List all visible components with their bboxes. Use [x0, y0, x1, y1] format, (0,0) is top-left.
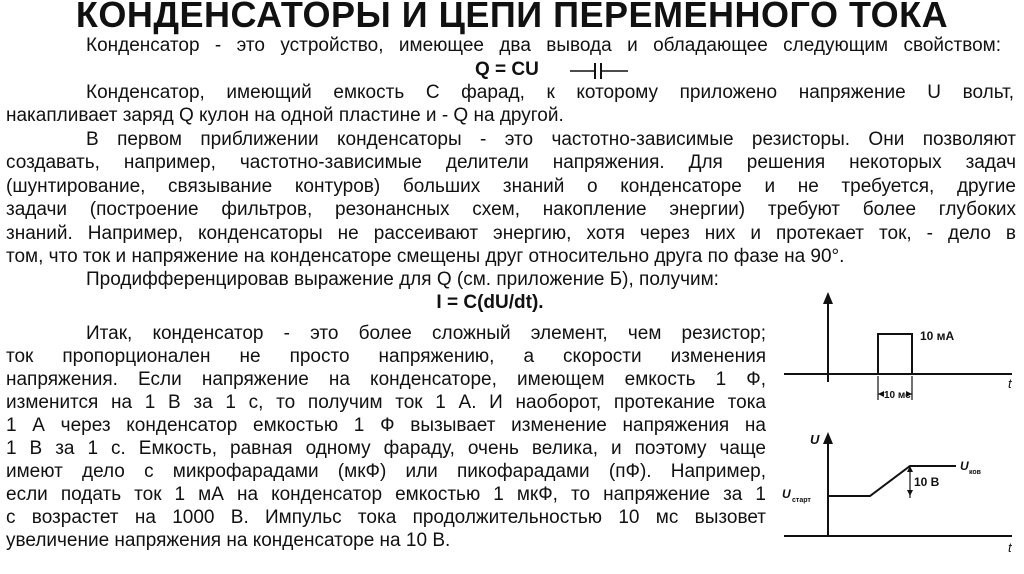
time-axis-label-top: t: [1008, 376, 1012, 391]
para-capacitor-line2: накапливает заряд Q кулон на одной пластине и - Q на другой.: [6, 105, 564, 126]
time-axis-label-bottom: t: [1008, 540, 1012, 555]
summary-line-last: увеличение напряжения на конденсаторе на 10 В.: [6, 530, 451, 551]
current-value-label: 10 мА: [920, 329, 955, 343]
para-capacitor-line1: Конденсатор, имеющий емкость С фарад, к которому приложено напряжение U вольт,: [86, 82, 1014, 103]
para-approx-line3: (шунтирование, связывание контуров) больших знаний о конденсаторе и не требуется, другие: [6, 176, 1016, 197]
u-start-sub: старт: [792, 497, 811, 504]
summary-line: Итак, конденсатор - это более сложный элемент, чем резистор;: [86, 323, 766, 344]
para-approx-line6: том, что ток и напряжение на конденсаторе смещены друг относительно друга по фазе на 90°.: [6, 246, 845, 267]
voltage-graph: [782, 432, 1013, 555]
u-end-sub: ков: [969, 469, 981, 476]
para-approx-line4: задачи (построение фильтров, резонансных схем, накопление энергии) требуют более глубоких: [6, 199, 1016, 220]
para-approx-line1: В первом приближении конденсаторы - это частотно-зависимые резисторы. Они позволяют: [86, 129, 1016, 150]
summary-line: ток пропорционален не просто напряжению, а скорости изменения: [6, 346, 766, 367]
para-definition: Конденсатор - это устройство, имеющее два вывода и обладающее следующим свойством:: [86, 35, 1001, 56]
para-approx-line2: создавать, например, частотно-зависимые делители напряжения. Для решения некоторых задач: [6, 152, 1016, 173]
summary-line: напряжения. Если напряжение на конденсаторе, имеющем емкость 1 Ф,: [6, 369, 766, 390]
timing-diagram: [770, 290, 1024, 574]
formula-current: I = C(dU/dt).: [436, 292, 544, 313]
summary-line: 1 В за 1 с. Емкость, равная одному фараду, очень велика, и поэтому чаще: [6, 438, 766, 459]
summary-line: если подать ток 1 мА на конденсатор емкостью 1 мкФ, то напряжение за 1: [6, 484, 766, 505]
para-differentiate: Продифференцировав выражение для Q (см. приложение Б), получим:: [86, 269, 719, 290]
current-axis-arrow-icon: [823, 292, 833, 304]
summary-line: 1 А через конденсатор емкостью 1 Ф вызывает изменение напряжения на: [6, 415, 766, 436]
capacitor-symbol-icon: [570, 61, 630, 81]
voltage-axis-label: U: [810, 432, 820, 447]
voltage-step-label: 10 В: [914, 475, 940, 489]
summary-line: с возрастет на 1000 В. Импульс тока продолжительностью 10 мс вызовет: [6, 507, 766, 528]
voltage-axis-arrow-icon: [823, 432, 833, 444]
duration-label: 10 мс: [884, 390, 911, 401]
formula-charge-text: Q = CU: [475, 59, 539, 80]
para-approx-line5: знаний. Например, конденсаторы не рассеивают энергию, хотя через них и протекает ток, - дело в: [6, 223, 1016, 244]
summary-line: изменится на 1 В за 1 с, то получим ток 1 А. И наоборот, протекание тока: [6, 392, 766, 413]
summary-line: имеют дело с микрофарадами (мкФ) или пикофарадами (пФ). Например,: [6, 461, 766, 482]
u-start-label: U: [782, 487, 791, 501]
current-graph: [784, 292, 1013, 401]
u-end-label: U: [960, 459, 969, 473]
page-title: КОНДЕНСАТОРЫ И ЦЕПИ ПЕРЕМЕННОГО ТОКА: [75, 0, 949, 35]
